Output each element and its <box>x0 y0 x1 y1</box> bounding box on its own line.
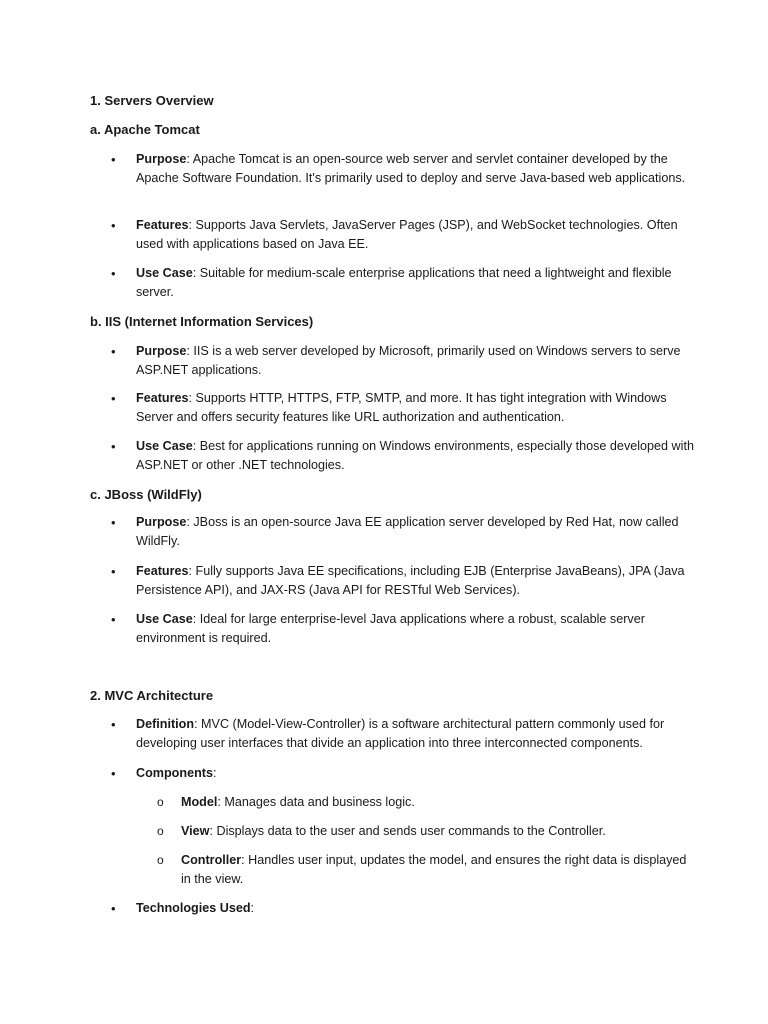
item-text: : Manages data and business logic. <box>217 795 415 809</box>
list-item-tomcat-usecase <box>111 264 696 302</box>
list-item-tomcat-purpose <box>111 150 696 188</box>
item-label: Use Case <box>136 266 193 280</box>
list-item-iis-usecase <box>111 437 696 475</box>
bullet-icon: • <box>111 218 116 233</box>
list-item-mvc-technologies <box>111 899 696 918</box>
item-label: Use Case <box>136 439 193 453</box>
item-label: View <box>181 824 210 838</box>
bullet-icon: • <box>111 344 116 359</box>
item-label: Features <box>136 218 189 232</box>
item-text: : <box>212 766 217 780</box>
item-label: Technologies Used <box>136 901 251 915</box>
item-text: : Displays data to the user and sends user commands to the Controller. <box>209 824 606 838</box>
circle-bullet-icon: o <box>157 824 164 838</box>
item-label: Purpose <box>136 152 187 166</box>
item-label: Features <box>136 564 189 578</box>
item-label: Definition <box>136 717 195 731</box>
bullet-icon: • <box>111 901 116 916</box>
item-label: Use Case <box>136 612 193 626</box>
bullet-icon: • <box>111 612 116 627</box>
item-text: : IIS is a web server developed by Microsoft, primarily used on Windows servers to serve ASP.NET applications. <box>136 344 681 377</box>
bullet-icon: • <box>111 515 116 530</box>
sub-list-item-model <box>157 793 691 812</box>
item-label: Features <box>136 391 189 405</box>
item-text: : Ideal for large enterprise-level Java applications where a robust, scalable server environment is required. <box>136 612 645 645</box>
item-text: : Supports HTTP, HTTPS, FTP, SMTP, and more. It has tight integration with Windows Server and offers security features like URL authorization and authentication. <box>136 391 667 424</box>
sub-list-item-controller <box>157 851 691 889</box>
circle-bullet-icon: o <box>157 795 164 809</box>
sub-list-item-view <box>157 822 691 841</box>
item-text: : Best for applications running on Windows environments, especially those developed with ASP.NET or other .NET technologies. <box>136 439 694 472</box>
list-item-iis-purpose <box>111 342 696 380</box>
section-heading-mvc-architecture: 2. MVC Architecture <box>90 688 214 703</box>
item-text: : Fully supports Java EE specifications, including EJB (Enterprise JavaBeans), JPA (Java Persistence API), and JAX-RS (Java API for RESTful Web Services). <box>136 564 685 597</box>
item-text: : Apache Tomcat is an open-source web server and servlet container developed by the Apache Software Foundation. It's primarily used to deploy and serve Java-based web applications. <box>136 152 686 185</box>
item-text: : <box>250 901 255 915</box>
item-text: : MVC (Model-View-Controller) is a software architectural pattern commonly used for developing user interfaces that divide an application into three interconnected components. <box>136 717 665 750</box>
list-item-iis-features <box>111 389 696 427</box>
bullet-icon: • <box>111 766 116 781</box>
list-item-jboss-usecase <box>111 610 696 648</box>
bullet-icon: • <box>111 391 116 406</box>
item-label: Components <box>136 766 213 780</box>
item-label: Controller <box>181 853 242 867</box>
item-label: Purpose <box>136 515 187 529</box>
list-item-tomcat-features <box>111 216 696 254</box>
list-item-mvc-components <box>111 764 696 783</box>
circle-bullet-icon: o <box>157 853 164 867</box>
item-text: : Handles user input, updates the model, and ensures the right data is displayed in the view. <box>181 853 687 886</box>
bullet-icon: • <box>111 152 116 167</box>
bullet-icon: • <box>111 564 116 579</box>
list-item-jboss-features <box>111 562 696 600</box>
bullet-icon: • <box>111 717 116 732</box>
bullet-icon: • <box>111 266 116 281</box>
subsection-heading-apache-tomcat: a. Apache Tomcat <box>90 122 200 137</box>
item-label: Purpose <box>136 344 187 358</box>
bullet-icon: • <box>111 439 116 454</box>
item-text: : JBoss is an open-source Java EE application server developed by Red Hat, now called WildFly. <box>136 515 679 548</box>
section-heading-servers-overview: 1. Servers Overview <box>90 93 214 108</box>
item-text: : Supports Java Servlets, JavaServer Pages (JSP), and WebSocket technologies. Often used with applications based on Java EE. <box>136 218 678 251</box>
item-text: : Suitable for medium-scale enterprise applications that need a lightweight and flexible server. <box>136 266 672 299</box>
list-item-mvc-definition <box>111 715 696 753</box>
item-label: Model <box>181 795 218 809</box>
subsection-heading-iis: b. IIS (Internet Information Services) <box>90 314 314 329</box>
subsection-heading-jboss: c. JBoss (WildFly) <box>90 487 202 502</box>
list-item-jboss-purpose <box>111 513 696 551</box>
